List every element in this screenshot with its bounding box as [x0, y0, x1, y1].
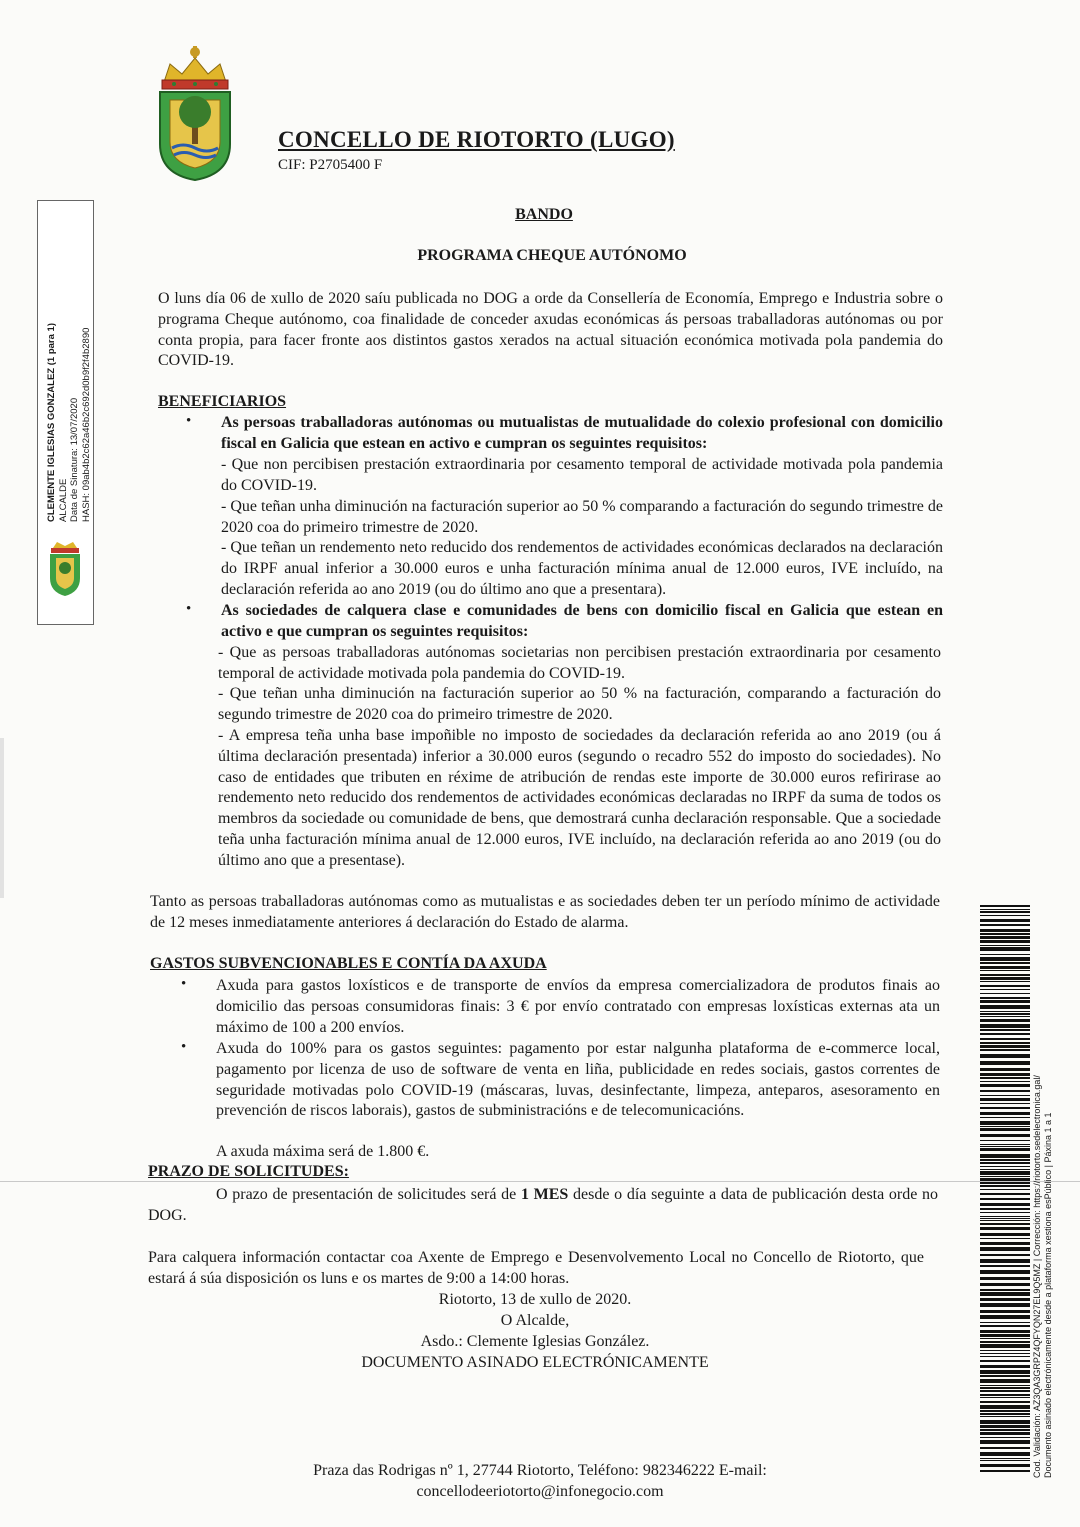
- activity-period-paragraph: Tanto as persoas traballadoras autónomas como as mutualistas e as sociedades deben ter un período mínimo de actividade de 12 meses inmediatamente anteriores á declaración do Estado de alarma.: [150, 893, 940, 931]
- contact-paragraph: Para calquera información contactar coa Axente de Emprego e Desenvolvemento Local no Concello de Riotorto, que estará á súa disposición os luns e os martes de 9:00 a 14:00 horas.: [148, 1249, 924, 1287]
- place-date: Riotorto, 13 de xullo de 2020.: [438, 1291, 632, 1308]
- gastos-heading: GASTOS SUBVENCIONABLES E CONTÍA DA AXUDA: [150, 955, 547, 972]
- bullet-icon: •: [181, 976, 187, 992]
- requirement-text: - Que teñan unha diminución na facturación superior ao 50 % comparando a facturación do segundo trimestre de 2020 coa do primeiro trimestre de 2020.: [221, 498, 943, 536]
- requirement-text: - Que teñan unha diminución na facturación superior ao 50 % na facturación, comparando a facturación do segundo trimestre de 2020 coa do primeiro trimestre de 2020.: [218, 685, 941, 723]
- footer-line-email: concellodeeriotorto@infonegocio.com: [416, 1483, 664, 1500]
- intro-paragraph: O luns día 06 de xullo de 2020 saíu publicada no DOG a orde da Consellería de Economía, Emprego e Industria sobre o programa Cheque autónomo, coa finalidade de conceder axudas económicas ás persoas traballadoras autónomas ou por conta propia, para facer fronte aos distintos gastos xerados na actual situación económica motivada pola pandemia do COVID-19.: [158, 290, 943, 370]
- prazo-heading: PRAZO DE SOLICITUDES:: [148, 1163, 349, 1180]
- coat-of-arms-logo: [152, 44, 238, 184]
- document-type: BANDO: [515, 206, 573, 223]
- org-title: CONCELLO DE RIOTORTO (LUGO): [278, 127, 675, 152]
- expense-item: Axuda para gastos loxísticos e de transporte de envíos da empresa comercializadora de produtos finais ao domicilio das persoas consumidoras finais: 3 € por envío contratado con empresas loxísticas externas ata un máximo de 100 a 200 envíos.: [216, 977, 940, 1036]
- max-aid-text: A axuda máxima será de 1.800 €.: [216, 1143, 430, 1160]
- validation-platform: Documento asinado electrónicamente desde a plataforma xestiona esPúblico | Páxina 1 a 1: [1043, 1112, 1053, 1478]
- prazo-paragraph: [148, 1185, 938, 1227]
- program-title: PROGRAMA CHEQUE AUTÓNOMO: [417, 247, 687, 264]
- scan-edge-mark: [0, 738, 4, 898]
- signer-stamp-date: Data de Sinatura: 13/07/2020: [69, 397, 80, 522]
- requirement-text: - Que teñan un rendemento neto reducido dos rendementos de actividades económicas declarados na declaración do IRPF anual inferior a 30.000 euros e unha facturación mínima anual de 12.000 euros, IVE incluído, na declaración referida ao ano 2019 (ou do último ano que a presentara).: [221, 539, 943, 598]
- org-cif: CIF: P2705400 F: [278, 157, 383, 173]
- bullet-icon: •: [186, 601, 192, 617]
- signer-stamp-name: CLEMENTE IGLESIAS GONZALEZ (1 para 1): [46, 323, 57, 522]
- electronic-signature-note: DOCUMENTO ASINADO ELECTRÓNICAMENTE: [361, 1354, 709, 1371]
- signer-name: Asdo.: Clemente Iglesias González.: [420, 1333, 650, 1350]
- small-crest-icon: [45, 540, 85, 600]
- requirement-text: - A empresa teña unha base impoñible no imposto de sociedades da declaración referida ao ano 2019 (ou á última declaración presentada) inferior a 30.000 euros (segundo o recadro 552 do imposto do sociedades). No caso de entidades que tributen en réxime de atribución de rendas este importe de 30.000 euros refirirase ao rendemento neto reducido dos rendementos de actividades económicas declaradas no IRPF da suma de todos os membros da sociedade ou comunidade de bens, que demostrará cunha declaración responsable. Que a sociedade teña unha facturación mínima anual de 12.000 euros, IVE incluído, na declaración referida ao ano 2019 (ou do último ano que a presentase).: [218, 727, 941, 869]
- signer-role: O Alcalde,: [500, 1312, 570, 1329]
- expense-item: Axuda do 100% para os gastos seguintes: pagamento por estar nalgunha plataforma de e-commerce local, pagamento por licenza de uso de software de venta en liña, publicidade en redes sociais, gastos correntes de seguridade motivadas polo COVID-19 (máscaras, luvas, desinfectante, limpeza, anteparos, asesoramento en prevención de riscos laborais), gastos de subministracións e de telecomunicacións.: [216, 1040, 940, 1120]
- beneficiary-autonomos-title: As persoas traballadoras autónomas ou mutualistas de mutualidade do colexio profesional con domicilio fiscal en Galicia que estean en activo e cumpran os seguintes requisitos:: [221, 414, 943, 452]
- scan-fold-line: [0, 1181, 1080, 1182]
- prazo-text-before: O prazo de presentación de solicitudes será de: [216, 1186, 521, 1203]
- validation-text: [1032, 918, 1054, 1478]
- beneficiary-sociedades-title: As sociedades de calquera clase e comunidades de bens con domicilio fiscal en Galicia que estean en activo e que cumpran os seguintes requisitos:: [221, 602, 943, 640]
- signer-stamp-role: ALCALDE: [57, 478, 69, 522]
- prazo-duration: 1 MES: [520, 1186, 569, 1203]
- footer-line-address: Praza das Rodrigas nº 1, 27744 Riotorto, Teléfono: 982346222 E-mail:: [313, 1462, 767, 1479]
- prazo-text-after: desde o día seguinte a data de publicación desta orde no DOG.: [148, 1186, 939, 1224]
- bullet-icon: •: [186, 413, 192, 429]
- validation-code: Cod. Validación: AZ3QA3GRPZ4QFYQN27EL9Q5MZ | Corrección: https://riotorto.sedelectronica.gal/: [1032, 1075, 1042, 1478]
- signature-stamp-text: [46, 212, 116, 522]
- beneficiarios-heading: BENEFICIARIOS: [158, 393, 287, 410]
- footer-address: [230, 1460, 850, 1502]
- signer-stamp-hash: HASH: 09ab4b2c62a46b2c692d0b9f2f4b2890: [80, 327, 92, 522]
- bullet-icon: •: [181, 1039, 187, 1055]
- requirement-text: - Que as persoas traballadoras autónomas societarias non percibisen prestación extraordinaria por cesamento temporal de actividade motivada pola pandemia do COVID-19.: [218, 644, 941, 682]
- requirement-text: - Que non percibisen prestación extraordinaria por cesamento temporal de actividade motivada pola pandemia do COVID-19.: [221, 456, 943, 494]
- validation-barcode: [980, 905, 1030, 1475]
